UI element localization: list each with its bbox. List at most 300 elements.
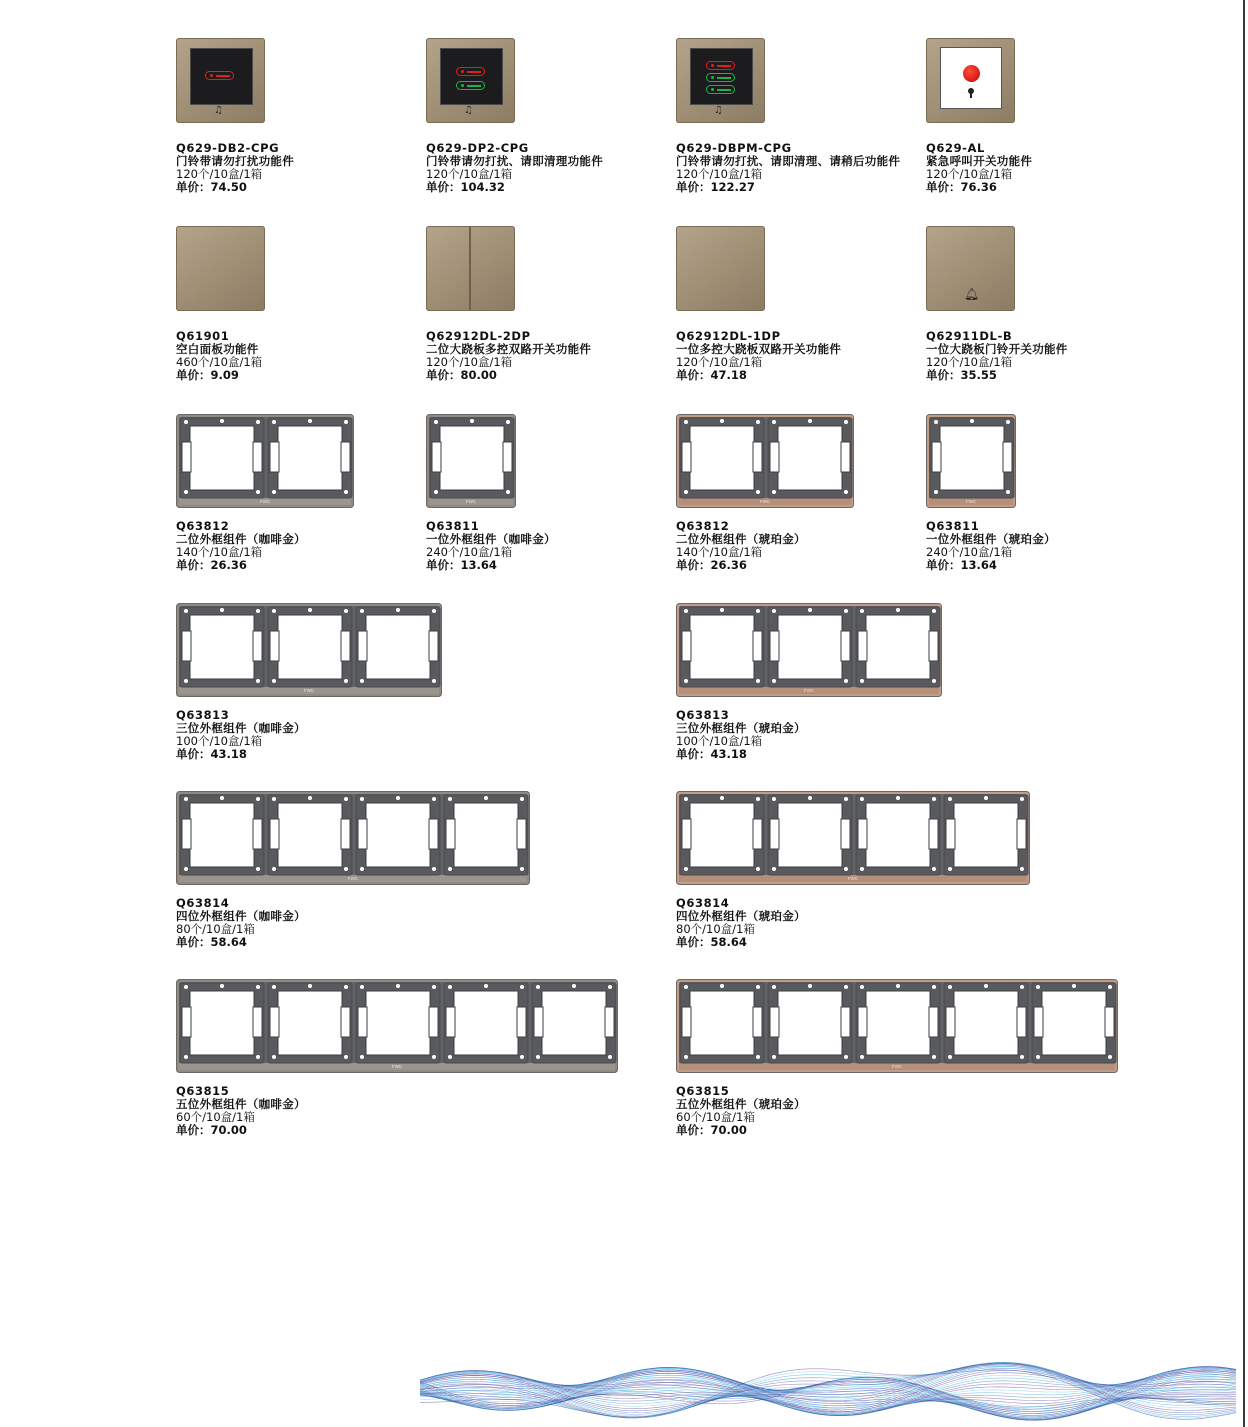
dnd-clean-wait-doorbell-panel-icon <box>676 38 765 123</box>
screw-hole <box>184 1055 188 1059</box>
product-caption <box>176 520 306 572</box>
side-slot <box>341 442 350 472</box>
screw-hole <box>684 797 688 801</box>
product-card <box>176 979 626 1141</box>
screw-hole <box>432 1055 436 1059</box>
emergency-call-switch-icon <box>926 38 1015 123</box>
screw-hole <box>844 867 848 871</box>
product-model: Q61901 <box>176 329 230 343</box>
product-card <box>176 226 416 386</box>
product-model: Q63815 <box>176 1084 230 1098</box>
side-slot <box>182 631 191 661</box>
gang-opening <box>278 426 342 490</box>
side-slot <box>1017 819 1026 849</box>
frame-1-coffee-gold-icon <box>426 414 516 508</box>
screw-hole <box>984 796 988 800</box>
gang-opening <box>278 615 342 679</box>
screw-hole <box>184 985 188 989</box>
product-card <box>676 603 1126 765</box>
screw-hole <box>948 797 952 801</box>
screw-hole <box>684 1055 688 1059</box>
screw-hole <box>506 420 510 424</box>
product-price: 单价：70.00 <box>176 1123 247 1137</box>
panel-screen <box>440 48 503 105</box>
screw-hole <box>772 1055 776 1059</box>
side-slot <box>253 1007 262 1037</box>
product-model: Q629-DB2-CPG <box>176 141 280 155</box>
side-slot <box>841 631 850 661</box>
frame-logo: FWC <box>759 499 771 504</box>
screw-hole <box>772 985 776 989</box>
screw-hole <box>256 867 260 871</box>
product-model: Q63813 <box>176 708 230 722</box>
screw-hole <box>896 608 900 612</box>
product-model: Q63814 <box>176 896 230 910</box>
product-caption <box>926 520 1056 572</box>
screw-hole <box>344 797 348 801</box>
product-price: 单价：76.36 <box>926 180 997 194</box>
side-slot <box>1034 1007 1043 1037</box>
product-description: 四位外框组件（琥珀金） <box>676 909 806 923</box>
screw-hole <box>256 609 260 613</box>
product-packing: 120个/10盒/1箱 <box>926 167 1013 181</box>
gang-opening <box>690 991 754 1055</box>
product-card <box>176 791 626 953</box>
product-packing: 120个/10盒/1箱 <box>176 167 263 181</box>
product-model: Q63814 <box>676 896 730 910</box>
product-description: 五位外框组件（琥珀金） <box>676 1097 806 1111</box>
screw-hole <box>344 420 348 424</box>
screw-hole <box>360 797 364 801</box>
frame-logo: FWC <box>391 1064 403 1069</box>
side-slot <box>841 1007 850 1037</box>
product-description: 二位大跷板多控双路开关功能件 <box>426 342 592 356</box>
screw-hole <box>220 984 224 988</box>
frame-logo: FWC <box>847 876 859 881</box>
product-model: Q63812 <box>676 519 730 533</box>
screw-hole <box>432 985 436 989</box>
screw-hole <box>360 679 364 683</box>
product-packing: 120个/10盒/1箱 <box>676 167 763 181</box>
product-caption <box>426 520 556 572</box>
side-slot <box>182 442 191 472</box>
screw-hole <box>360 609 364 613</box>
screw-hole <box>448 985 452 989</box>
product-price: 单价：43.18 <box>676 747 747 761</box>
product-caption <box>176 709 306 761</box>
side-slot <box>753 442 762 472</box>
screw-hole <box>308 608 312 612</box>
gang-opening <box>454 803 518 867</box>
screw-hole <box>932 797 936 801</box>
screw-hole <box>256 679 260 683</box>
screw-hole <box>934 490 938 494</box>
screw-hole <box>932 679 936 683</box>
gang-opening <box>866 991 930 1055</box>
frame-logo: FWC <box>303 688 315 693</box>
screw-hole <box>772 679 776 683</box>
product-price: 单价：70.00 <box>676 1123 747 1137</box>
side-slot <box>429 631 438 661</box>
side-slot <box>946 1007 955 1037</box>
gang-opening <box>454 991 518 1055</box>
side-slot <box>182 819 191 849</box>
product-packing: 100个/10盒/1箱 <box>176 734 263 748</box>
product-caption <box>176 142 294 194</box>
gang-opening <box>366 803 430 867</box>
screw-hole <box>934 420 938 424</box>
product-description: 一位多控大跷板双路开关功能件 <box>676 342 842 356</box>
product-packing: 460个/10盒/1箱 <box>176 355 263 369</box>
screw-hole <box>536 985 540 989</box>
gang-opening <box>940 426 1004 490</box>
screw-hole <box>844 985 848 989</box>
screw-hole <box>1108 985 1112 989</box>
screw-hole <box>720 419 724 423</box>
side-slot <box>753 819 762 849</box>
screw-hole <box>432 679 436 683</box>
doorbell-rocker-switch-icon <box>926 226 1015 311</box>
side-slot <box>182 1007 191 1037</box>
side-slot <box>270 442 279 472</box>
frame-3-amber-gold-icon <box>676 603 942 697</box>
screw-hole <box>520 797 524 801</box>
screw-hole <box>360 867 364 871</box>
screw-hole <box>860 609 864 613</box>
product-price: 单价：9.09 <box>176 368 239 382</box>
screw-hole <box>756 985 760 989</box>
dnd-doorbell-panel-icon <box>176 38 265 123</box>
product-card <box>176 603 626 765</box>
screw-hole <box>344 985 348 989</box>
bell-icon: ♫ <box>214 105 223 116</box>
screw-hole <box>520 1055 524 1059</box>
side-slot <box>446 819 455 849</box>
screw-hole <box>256 490 260 494</box>
screw-hole <box>772 797 776 801</box>
screw-hole <box>948 867 952 871</box>
screw-hole <box>432 609 436 613</box>
screw-hole <box>344 609 348 613</box>
screw-hole <box>184 679 188 683</box>
side-slot <box>929 631 938 661</box>
screw-hole <box>684 420 688 424</box>
emergency-button-panel <box>940 47 1002 109</box>
gang-opening <box>866 803 930 867</box>
gang-opening <box>278 991 342 1055</box>
product-description: 一位大跷板门铃开关功能件 <box>926 342 1068 356</box>
product-packing: 120个/10盒/1箱 <box>926 355 1013 369</box>
product-caption <box>676 1085 806 1137</box>
screw-hole <box>1036 985 1040 989</box>
screw-hole <box>844 679 848 683</box>
key-stem <box>970 92 972 98</box>
product-model: Q62911DL-B <box>926 329 1013 343</box>
screw-hole <box>470 419 474 423</box>
side-slot <box>503 442 512 472</box>
product-packing: 60个/10盒/1箱 <box>176 1110 255 1124</box>
single-rocker-switch-icon <box>676 226 765 311</box>
side-slot <box>605 1007 614 1037</box>
side-slot <box>358 819 367 849</box>
screw-hole <box>484 796 488 800</box>
side-slot <box>841 442 850 472</box>
screw-hole <box>308 984 312 988</box>
product-price: 单价：43.18 <box>176 747 247 761</box>
screw-hole <box>448 1055 452 1059</box>
frame-logo: FWC <box>465 499 477 504</box>
screw-hole <box>1020 867 1024 871</box>
product-packing: 80个/10盒/1箱 <box>176 922 255 936</box>
product-caption <box>176 1085 306 1137</box>
screw-hole <box>1036 1055 1040 1059</box>
product-card <box>426 38 666 198</box>
product-caption <box>676 709 806 761</box>
screw-hole <box>772 609 776 613</box>
screw-hole <box>932 985 936 989</box>
side-slot <box>517 1007 526 1037</box>
screw-hole <box>272 1055 276 1059</box>
product-price: 单价：58.64 <box>176 935 247 949</box>
screw-hole <box>844 490 848 494</box>
screw-hole <box>572 984 576 988</box>
screw-hole <box>756 679 760 683</box>
frame-5-amber-gold-icon <box>676 979 1118 1073</box>
product-model: Q629-DP2-CPG <box>426 141 529 155</box>
side-slot <box>429 819 438 849</box>
screw-hole <box>896 796 900 800</box>
bell-icon: 🔔︎ <box>964 287 980 301</box>
product-price: 单价：26.36 <box>676 558 747 572</box>
gang-opening <box>778 991 842 1055</box>
screw-hole <box>184 797 188 801</box>
frame-1-amber-gold-icon <box>926 414 1016 508</box>
product-card <box>926 226 1166 386</box>
gang-opening <box>190 803 254 867</box>
side-slot <box>770 819 779 849</box>
screw-hole <box>434 420 438 424</box>
screw-hole <box>1020 985 1024 989</box>
screw-hole <box>272 797 276 801</box>
gang-opening <box>778 615 842 679</box>
screw-hole <box>984 984 988 988</box>
product-caption <box>676 520 806 572</box>
gang-opening <box>190 991 254 1055</box>
screw-hole <box>184 420 188 424</box>
frame-5-coffee-gold-icon <box>176 979 618 1073</box>
gang-opening <box>690 426 754 490</box>
dnd-clean-doorbell-panel-icon <box>426 38 515 123</box>
screw-hole <box>344 1055 348 1059</box>
screw-hole <box>434 490 438 494</box>
screw-hole <box>844 609 848 613</box>
screw-hole <box>308 796 312 800</box>
product-caption <box>426 142 603 194</box>
product-price: 单价：58.64 <box>676 935 747 949</box>
screw-hole <box>448 867 452 871</box>
blank-panel-icon <box>176 226 265 311</box>
screw-hole <box>808 608 812 612</box>
screw-hole <box>756 1055 760 1059</box>
screw-hole <box>520 985 524 989</box>
side-slot <box>253 631 262 661</box>
screw-hole <box>970 419 974 423</box>
screw-hole <box>860 867 864 871</box>
product-price: 单价：13.64 <box>426 558 497 572</box>
product-price: 单价：47.18 <box>676 368 747 382</box>
screw-hole <box>844 797 848 801</box>
side-slot <box>682 1007 691 1037</box>
product-description: 二位外框组件（琥珀金） <box>676 532 806 546</box>
screw-hole <box>772 420 776 424</box>
product-price: 单价：35.55 <box>926 368 997 382</box>
product-description: 门铃带请勿打扰、请即清理、请稍后功能件 <box>676 154 901 168</box>
side-slot <box>517 819 526 849</box>
product-packing: 140个/10盒/1箱 <box>176 545 263 559</box>
product-card <box>426 226 666 386</box>
side-slot <box>270 1007 279 1037</box>
screw-hole <box>344 867 348 871</box>
product-description: 一位外框组件（琥珀金） <box>926 532 1056 546</box>
product-card <box>426 414 666 576</box>
gang-opening <box>1042 991 1106 1055</box>
screw-hole <box>184 609 188 613</box>
product-description: 五位外框组件（咖啡金） <box>176 1097 306 1111</box>
side-slot <box>270 819 279 849</box>
side-slot <box>682 631 691 661</box>
side-slot <box>1105 1007 1114 1037</box>
screw-hole <box>932 867 936 871</box>
screw-hole <box>720 796 724 800</box>
screw-hole <box>932 1055 936 1059</box>
screw-hole <box>220 796 224 800</box>
product-price: 单价：26.36 <box>176 558 247 572</box>
screw-hole <box>948 985 952 989</box>
screw-hole <box>184 867 188 871</box>
side-slot <box>946 819 955 849</box>
screw-hole <box>896 984 900 988</box>
screw-hole <box>256 985 260 989</box>
screw-hole <box>756 797 760 801</box>
screw-hole <box>772 867 776 871</box>
product-description: 一位外框组件（咖啡金） <box>426 532 556 546</box>
screw-hole <box>684 609 688 613</box>
product-packing: 120个/10盒/1箱 <box>676 355 763 369</box>
side-slot <box>432 442 441 472</box>
gang-opening <box>190 615 254 679</box>
screw-hole <box>808 419 812 423</box>
product-packing: 140个/10盒/1箱 <box>676 545 763 559</box>
product-packing: 60个/10盒/1箱 <box>676 1110 755 1124</box>
screw-hole <box>1006 490 1010 494</box>
screw-hole <box>536 1055 540 1059</box>
product-model: Q629-AL <box>926 141 985 155</box>
product-card <box>926 414 1166 576</box>
side-slot <box>929 1007 938 1037</box>
product-description: 门铃带请勿打扰、请即清理功能件 <box>426 154 603 168</box>
gang-opening <box>954 803 1018 867</box>
screw-hole <box>756 609 760 613</box>
product-model: Q63811 <box>426 519 480 533</box>
screw-hole <box>684 985 688 989</box>
screw-hole <box>272 609 276 613</box>
side-slot <box>1017 1007 1026 1037</box>
product-model: Q62912DL-2DP <box>426 329 531 343</box>
screw-hole <box>756 867 760 871</box>
screw-hole <box>396 984 400 988</box>
side-slot <box>770 442 779 472</box>
gang-opening <box>954 991 1018 1055</box>
wave-line <box>420 1370 1236 1416</box>
frame-logo: FWC <box>891 1064 903 1069</box>
side-slot <box>1003 442 1012 472</box>
product-packing: 80个/10盒/1箱 <box>676 922 755 936</box>
gang-opening <box>542 991 606 1055</box>
screw-hole <box>1108 1055 1112 1059</box>
decorative-wave-banner <box>420 1352 1243 1427</box>
side-slot <box>929 819 938 849</box>
screw-hole <box>684 679 688 683</box>
dnd-indicator <box>456 67 485 76</box>
product-description: 紧急呼叫开关功能件 <box>926 154 1033 168</box>
bell-icon: ♫ <box>714 105 723 116</box>
screw-hole <box>844 1055 848 1059</box>
product-price: 单价：104.32 <box>426 180 505 194</box>
screw-hole <box>1006 420 1010 424</box>
screw-hole <box>256 797 260 801</box>
screw-hole <box>448 797 452 801</box>
side-slot <box>858 631 867 661</box>
side-slot <box>858 1007 867 1037</box>
product-caption <box>676 142 900 194</box>
product-caption <box>426 330 591 382</box>
screw-hole <box>772 490 776 494</box>
screw-hole <box>860 679 864 683</box>
gang-opening <box>190 426 254 490</box>
side-slot <box>429 1007 438 1037</box>
screw-hole <box>344 490 348 494</box>
product-caption <box>676 330 841 382</box>
product-caption <box>176 897 306 949</box>
screw-hole <box>308 419 312 423</box>
side-slot <box>932 442 941 472</box>
gang-opening <box>440 426 504 490</box>
product-model: Q63815 <box>676 1084 730 1098</box>
gang-opening <box>778 803 842 867</box>
side-slot <box>341 631 350 661</box>
frame-logo: FWC <box>347 876 359 881</box>
product-description: 空白面板功能件 <box>176 342 259 356</box>
screw-hole <box>220 608 224 612</box>
product-caption <box>926 142 1032 194</box>
product-price: 单价：74.50 <box>176 180 247 194</box>
product-card <box>676 414 916 576</box>
product-card <box>676 38 916 198</box>
product-model: Q63812 <box>176 519 230 533</box>
side-slot <box>753 631 762 661</box>
screw-hole <box>256 420 260 424</box>
product-model: Q63813 <box>676 708 730 722</box>
panel-screen <box>190 48 253 105</box>
screw-hole <box>1020 1055 1024 1059</box>
product-price: 单价：80.00 <box>426 368 497 382</box>
screw-hole <box>220 419 224 423</box>
frame-4-amber-gold-icon <box>676 791 1030 885</box>
side-slot <box>753 1007 762 1037</box>
gang-opening <box>690 803 754 867</box>
wave-line <box>420 1368 1236 1418</box>
product-model: Q629-DBPM-CPG <box>676 141 792 155</box>
